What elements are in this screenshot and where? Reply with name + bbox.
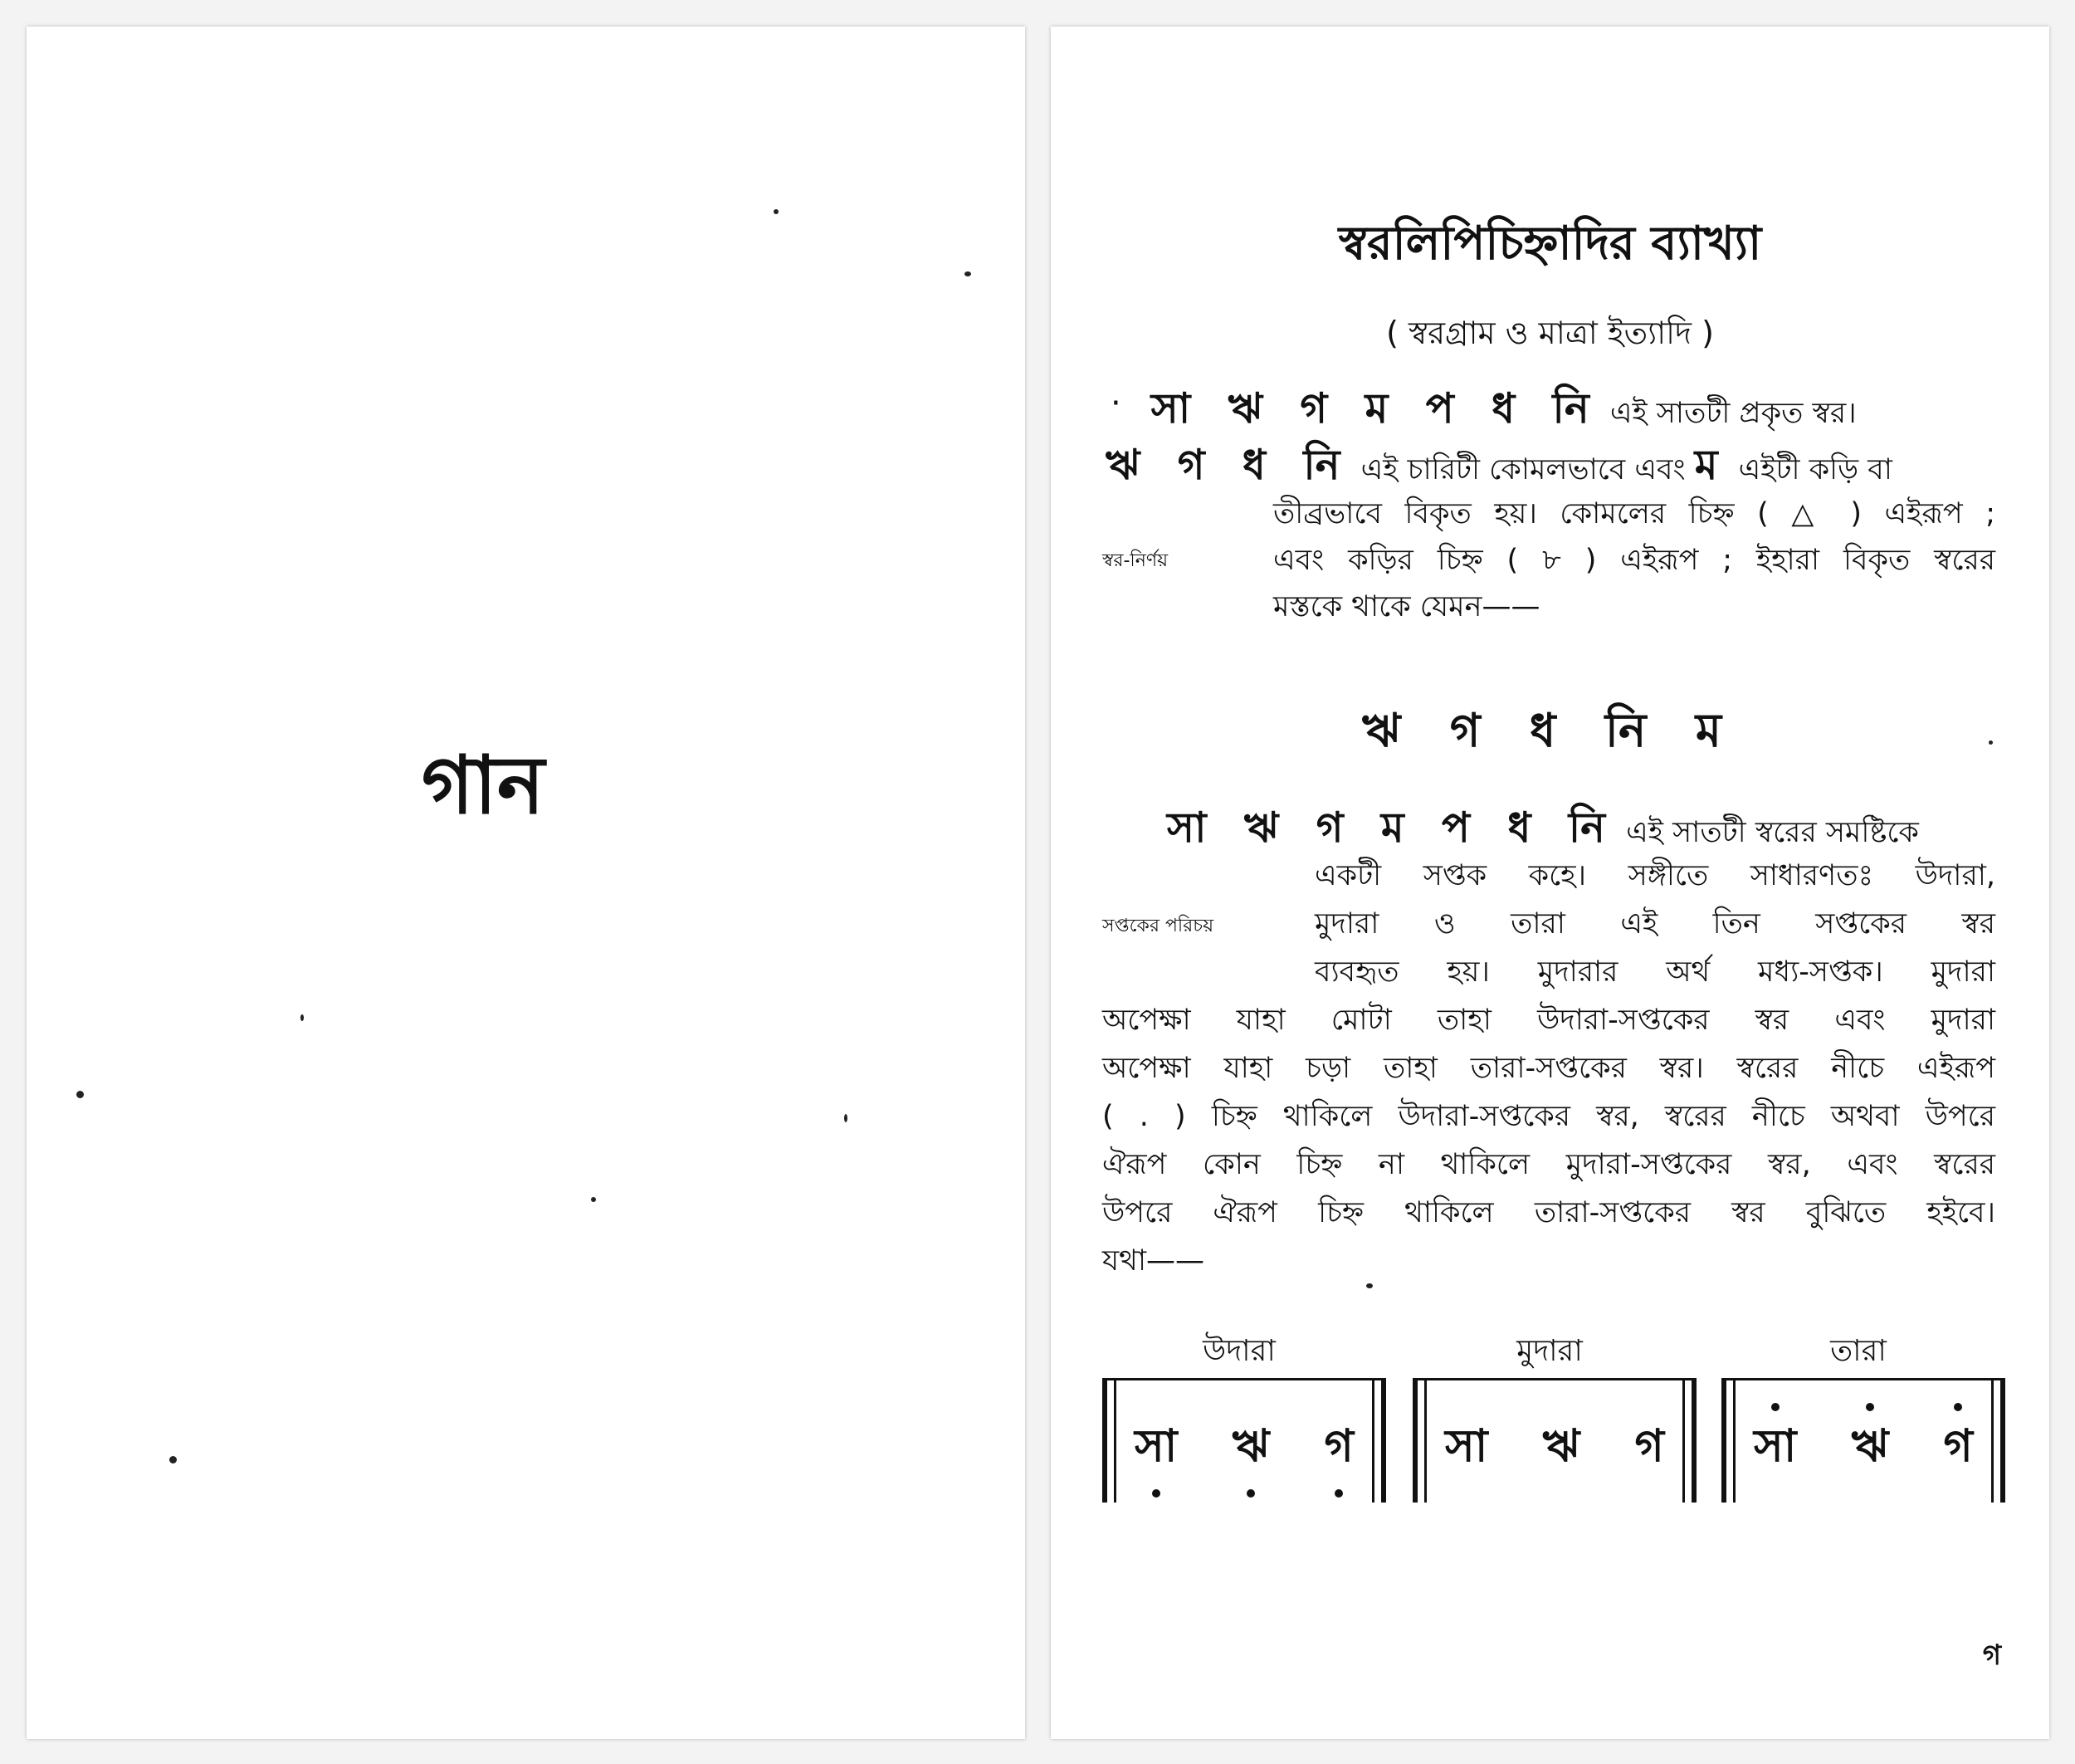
- page-heading: স্বরলিপিচিহ্নাদির ব্যাখ্যা: [1338, 217, 1762, 271]
- paragraph-text: এই সাতটী প্রকৃত স্বর।: [1609, 397, 1857, 430]
- page-subheading: ( স্বরগ্রাম ও মাত্রা ইত্যাদি ): [1386, 315, 1714, 351]
- note-ga-low: গ: [1324, 1411, 1353, 1486]
- note-sa-high: সা: [1754, 1411, 1796, 1486]
- octave-label-mudara: মুদারা: [1516, 1334, 1583, 1368]
- print-speck: [169, 1456, 177, 1463]
- margin-note: সপ্তকের পরিচয়: [1102, 916, 1214, 936]
- note-sequence: সা ঋ গ ম প ধ নি: [1150, 384, 1601, 432]
- print-speck: [774, 209, 779, 214]
- note-ma: ম: [1694, 441, 1730, 489]
- octave-box-udara: [1102, 1378, 1386, 1503]
- note-ga-high: গ: [1943, 1411, 1972, 1486]
- paragraph-line: ( . ) চিহ্ন থাকিলে উদারা-সপ্তকের স্বর, স্বরের নীচে অথবা উপরে: [1102, 1100, 1995, 1133]
- octave-label-tara: তারা: [1830, 1334, 1887, 1368]
- note-re-high: ঋ: [1852, 1411, 1889, 1486]
- note-ga-mid: গ: [1634, 1420, 1664, 1472]
- paragraph-text: এই চারিটী কোমলভাবে এবং: [1360, 453, 1686, 486]
- print-speck: [1366, 1283, 1373, 1288]
- note-sequence: ঋ গ ধ নি: [1106, 441, 1352, 489]
- komal-example-notes: ঋ গ ধ নি ম: [1362, 704, 1738, 758]
- print-speck: [844, 1114, 847, 1122]
- paragraph-line: এবং কড়ির চিহ্ন ( ৮ ) এইরূপ ; ইহারা বিকৃত স্বরের: [1273, 544, 1995, 577]
- paragraph-line: মুদারা ও তারা এই তিন সপ্তকের স্বর: [1315, 907, 1995, 941]
- octave-box-tara: [1721, 1378, 2005, 1503]
- note-sa-mid: সা: [1445, 1420, 1488, 1472]
- octave-box-mudara: [1413, 1378, 1697, 1503]
- paragraph-text: এইটী কড়ি বা: [1738, 453, 1892, 486]
- paragraph-line: [1106, 440, 1994, 490]
- page-number: গ: [1982, 1639, 2001, 1672]
- print-speck: [1989, 740, 1993, 745]
- paragraph-line: অপেক্ষা যাহা মোটা তাহা উদারা-সপ্তকের স্বর এবং মুদারা: [1102, 1004, 1995, 1037]
- right-page: [1051, 27, 2049, 1739]
- paragraph-line: · সা ঋ গ ম প ধ নি এই সাতটী প্রকৃত স্বর।: [1111, 384, 1857, 432]
- paragraph-line: একটী সপ্তক কহে। সঙ্গীতে সাধারণতঃ উদারা,: [1315, 859, 1995, 892]
- note-sequence: সা ঋ গ ম প ধ নি: [1167, 804, 1617, 852]
- margin-note: স্বর-নির্ণয়: [1102, 550, 1169, 571]
- note-re-mid: ঋ: [1542, 1420, 1580, 1472]
- paragraph-line: উপরে ঐরূপ চিহ্ন থাকিলে তারা-সপ্তকের স্বর বুঝিতে হইবে।: [1102, 1196, 1995, 1229]
- paragraph-line: ব্যবহৃত হয়। মুদারার অর্থ মধ্য-সপ্তক। মুদারা: [1315, 955, 1995, 989]
- section-title: গান: [421, 739, 545, 832]
- paragraph-line: যথা——: [1102, 1244, 1204, 1278]
- paragraph-line: অপেক্ষা যাহা চড়া তাহা তারা-সপ্তকের স্বর। স্বরের নীচে এইরূপ: [1102, 1052, 1995, 1085]
- print-speck: [300, 1014, 304, 1021]
- note-sa-low: সা: [1135, 1411, 1177, 1486]
- octave-label-udara: উদারা: [1203, 1334, 1276, 1368]
- print-speck: [591, 1197, 596, 1202]
- print-speck: [964, 271, 971, 276]
- paragraph-line: মস্তকে থাকে যেমন——: [1273, 590, 1540, 623]
- left-page: [27, 27, 1025, 1739]
- paragraph-line: ঐরূপ কোন চিহ্ন না থাকিলে মুদারা-সপ্তকের স্বর, এবং স্বরের: [1102, 1148, 1995, 1181]
- paragraph-line: [1167, 803, 1997, 853]
- note-re-low: ঋ: [1233, 1411, 1270, 1486]
- paragraph-line: তীব্রভাবে বিকৃত হয়। কোমলের চিহ্ন ( △ ) এইরূপ ;: [1273, 497, 1995, 530]
- print-speck: [76, 1091, 84, 1098]
- paragraph-text: এই সাতটী স্বরের সমষ্টিকে: [1626, 816, 1919, 849]
